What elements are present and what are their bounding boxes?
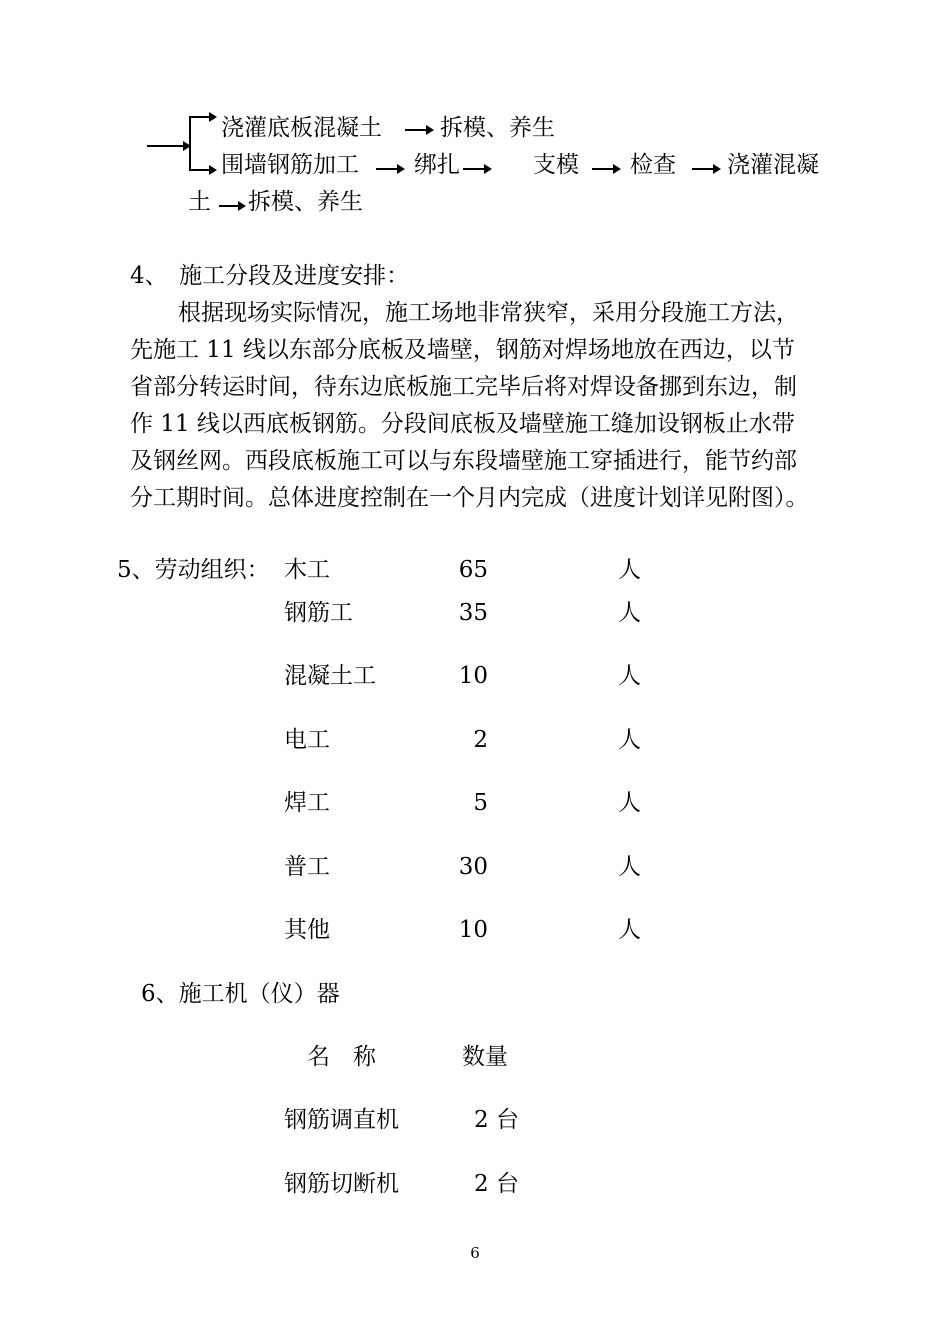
flow-bracket	[189, 116, 191, 170]
page-number: 6	[470, 1244, 480, 1262]
labor-name: 焊工	[284, 790, 330, 816]
labor-name: 普工	[284, 854, 330, 880]
labor-count: 65	[458, 557, 488, 583]
flow-step: 拆模、养生	[248, 189, 363, 215]
paragraph-line: 分工期时间。总体进度控制在一个月内完成（进度计划详见附图）。	[130, 485, 809, 511]
labor-unit: 人	[618, 854, 641, 880]
labor-count: 10	[458, 663, 488, 689]
section6-heading: 6、施工机（仪）器	[141, 981, 340, 1007]
flow-step: 绑扎	[414, 152, 460, 178]
labor-unit: 人	[618, 727, 641, 753]
labor-unit: 人	[618, 917, 641, 943]
section4-heading: 4、 施工分段及进度安排：	[130, 263, 410, 289]
flow-step: 土	[188, 189, 211, 215]
flow-arrow	[592, 168, 619, 170]
flow-step: 浇灌底板混凝土	[221, 115, 382, 141]
paragraph-line: 省部分转运时间，待东边底板施工完毕后将对焊设备挪到东边，制	[130, 374, 797, 400]
flow-arrow	[692, 168, 719, 170]
labor-count: 10	[458, 917, 488, 943]
flow-step: 拆模、养生	[440, 115, 555, 141]
flow-step: 支模	[533, 152, 579, 178]
labor-name: 钢筋工	[284, 600, 353, 626]
labor-count: 30	[458, 854, 488, 880]
flow-step: 浇灌混凝	[727, 152, 819, 178]
paragraph-line: 先施工 11 线以东部分底板及墙壁，钢筋对焊场地放在西边，以节	[130, 337, 795, 363]
labor-name: 其他	[284, 917, 330, 943]
section5-heading: 5、劳动组织：	[117, 557, 270, 583]
labor-unit: 人	[618, 663, 641, 689]
labor-unit: 人	[618, 600, 641, 626]
section4-paragraph	[130, 295, 830, 517]
equipment-col-name: 名 称	[307, 1044, 376, 1070]
flow-step: 围墙钢筋加工	[221, 152, 359, 178]
equipment-col-qty: 数量	[462, 1044, 508, 1070]
flow-arrow	[376, 168, 403, 170]
equipment-qty: 2 台	[474, 1107, 519, 1133]
flow-arrow	[405, 129, 432, 131]
labor-unit: 人	[618, 557, 641, 583]
labor-count: 5	[473, 790, 488, 816]
flow-arrow	[219, 205, 244, 207]
flow-arrow	[463, 168, 490, 170]
flow-branch2-arrow	[189, 169, 215, 171]
labor-name: 混凝土工	[284, 663, 376, 689]
equipment-name: 钢筋调直机	[284, 1107, 399, 1133]
labor-unit: 人	[618, 790, 641, 816]
paragraph-line: 及钢丝网。西段底板施工可以与东段墙壁施工穿插进行，能节约部	[130, 448, 797, 474]
equipment-qty: 2 台	[474, 1171, 519, 1197]
paragraph-line: 根据现场实际情况，施工场地非常狭窄，采用分段施工方法，	[178, 300, 799, 326]
flow-step: 检查	[630, 152, 676, 178]
labor-count: 35	[458, 600, 488, 626]
paragraph-line: 作 11 线以西底板钢筋。分段间底板及墙壁施工缝加设钢板止水带	[130, 411, 795, 437]
labor-name: 木工	[284, 557, 330, 583]
labor-count: 2	[473, 727, 488, 753]
flow-branch1-arrow	[189, 116, 215, 118]
labor-name: 电工	[284, 727, 330, 753]
flow-entry-arrow	[147, 145, 189, 147]
equipment-name: 钢筋切断机	[284, 1171, 399, 1197]
